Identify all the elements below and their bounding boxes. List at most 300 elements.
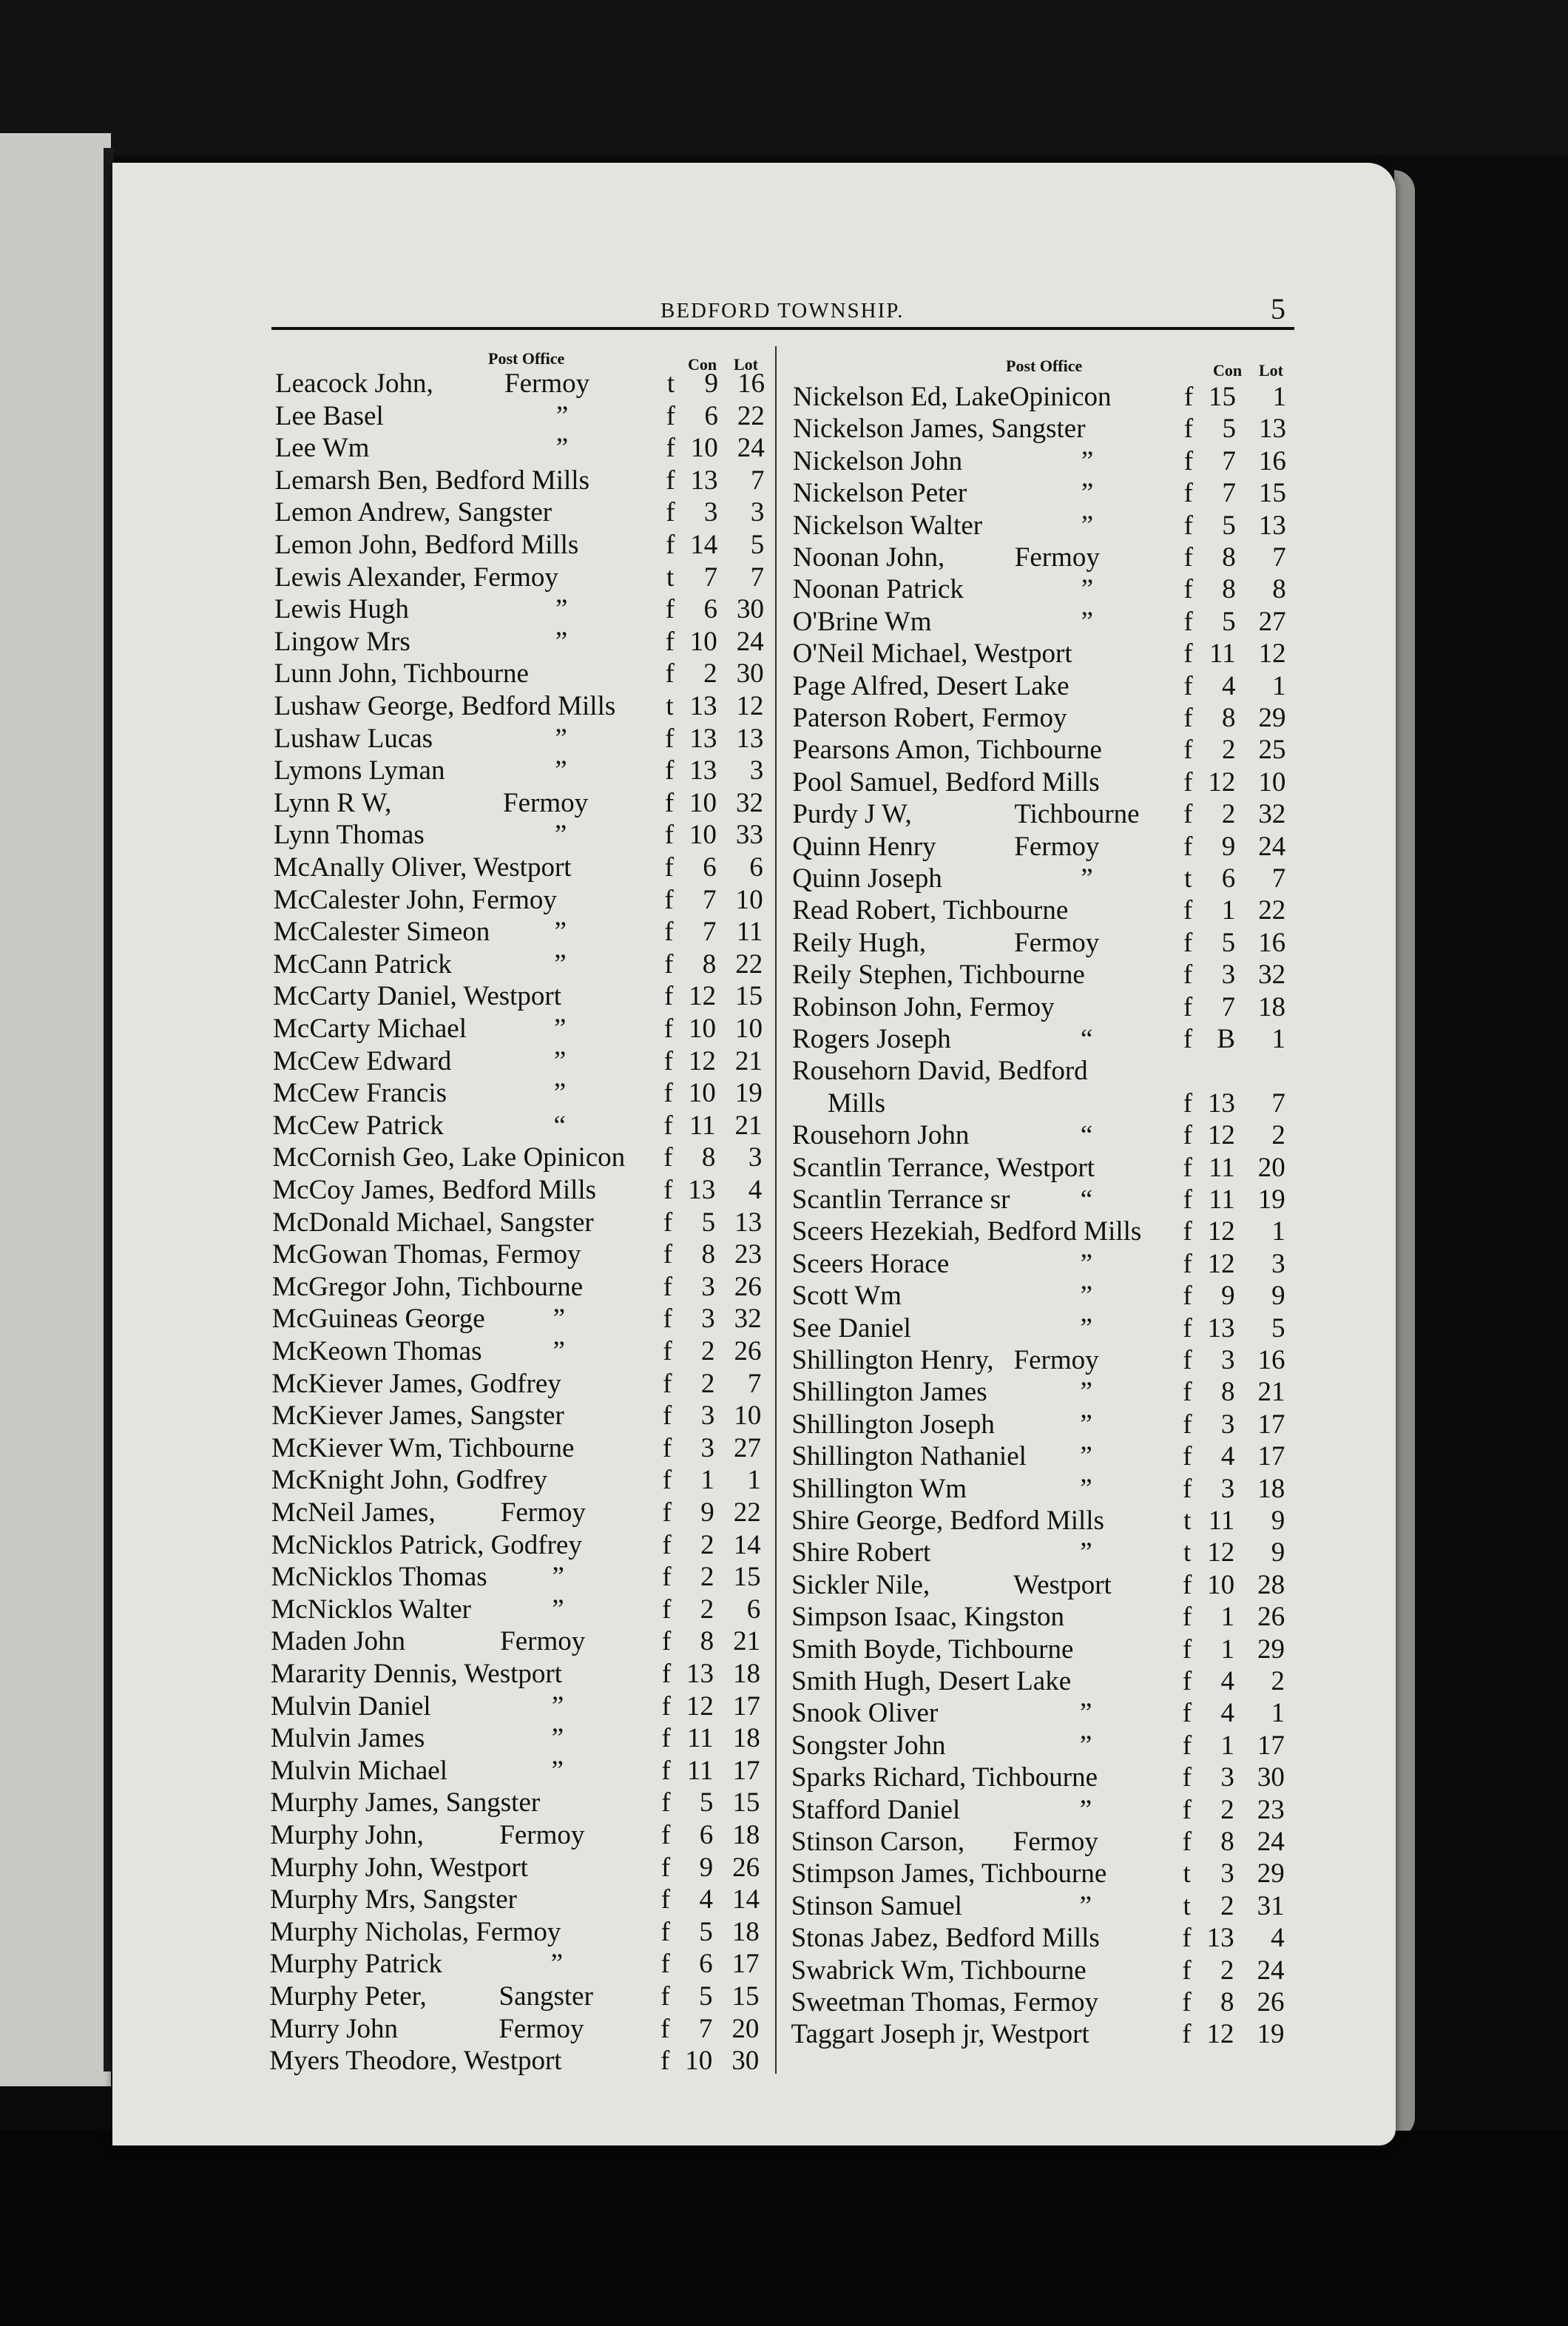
lot-number: 25 — [1258, 735, 1286, 766]
resident-name: McKiever James, Sangster — [271, 1400, 564, 1432]
lot-number: 14 — [733, 1529, 761, 1560]
lot-number: 29 — [1257, 1634, 1285, 1665]
resident-name: Lemon John, Bedford Mills — [274, 530, 579, 560]
concession-number: 13 — [690, 465, 718, 496]
tenure-code: f — [1183, 1312, 1192, 1344]
tenure-code: f — [1182, 1569, 1192, 1600]
post-office: ” — [1080, 1312, 1092, 1344]
lot-number: 13 — [1258, 510, 1286, 541]
lot-number: 13 — [734, 1207, 763, 1238]
concession-number: 8 — [1220, 1987, 1234, 2017]
lot-number: 26 — [1257, 1602, 1285, 1633]
lot-number: 21 — [734, 1110, 763, 1141]
directory-entry — [793, 510, 1303, 542]
concession-number: 2 — [1220, 1794, 1234, 1825]
concession-number: 11 — [1209, 1184, 1235, 1215]
concession-number: 8 — [1222, 703, 1236, 733]
resident-name: Murphy John, — [270, 1820, 424, 1850]
concession-number: 6 — [699, 1820, 714, 1850]
concession-number: 7 — [703, 884, 717, 915]
directory-entry — [792, 1280, 1302, 1312]
directory-entry — [792, 863, 1302, 894]
tenure-code: f — [666, 433, 675, 464]
directory-entry — [791, 1890, 1302, 1922]
tenure-code: f — [1183, 703, 1193, 733]
directory-entry — [274, 852, 769, 883]
directory-entry — [271, 1368, 767, 1400]
directory-entry — [273, 916, 768, 948]
resident-name: Snook Oliver — [791, 1698, 939, 1729]
post-office: Fermoy — [503, 787, 589, 818]
resident-name: Lushaw Lucas — [274, 723, 433, 754]
post-office: ” — [1079, 1698, 1092, 1729]
post-office: “ — [553, 1110, 566, 1141]
lot-number: 7 — [1272, 542, 1286, 573]
concession-number: 8 — [1222, 574, 1236, 605]
directory-entry — [269, 2013, 765, 2045]
left-con-heading: Con — [688, 355, 717, 374]
post-office: ” — [554, 820, 567, 851]
tenure-code: f — [1182, 1730, 1192, 1761]
resident-name: McCew Patrick — [272, 1110, 444, 1141]
directory-entry — [274, 593, 770, 625]
resident-name: McGuineas George — [271, 1304, 485, 1335]
lot-number: 17 — [1257, 1409, 1285, 1440]
post-office: ” — [1081, 478, 1094, 509]
tenure-code: f — [1183, 1441, 1192, 1472]
resident-name: O'Neil Michael, Westport — [792, 638, 1072, 670]
directory-entry — [273, 1045, 768, 1077]
directory-entry — [791, 1409, 1302, 1440]
directory-entry — [271, 1400, 767, 1432]
tenure-code: f — [1183, 927, 1193, 958]
post-office: ” — [1080, 1281, 1093, 1312]
concession-number: 9 — [1221, 831, 1236, 862]
directory-entry — [792, 1119, 1302, 1151]
directory-entry — [274, 884, 769, 916]
concession-number: 3 — [1220, 1473, 1235, 1504]
resident-name: Stafford Daniel — [791, 1794, 961, 1825]
concession-number: 9 — [704, 368, 718, 399]
post-office: Fermoy — [1013, 1827, 1098, 1857]
tenure-code: f — [1183, 799, 1193, 830]
tenure-code: t — [1183, 1858, 1191, 1890]
tenure-code: f — [666, 400, 675, 431]
directory-entry — [791, 1569, 1302, 1601]
lot-number: 7 — [747, 1368, 762, 1399]
resident-name: Shire George, Bedford Mills — [791, 1506, 1104, 1536]
directory-entry — [272, 1174, 768, 1206]
post-office: ” — [554, 917, 567, 948]
tenure-code: f — [1183, 766, 1193, 798]
concession-number: 4 — [1220, 1698, 1234, 1729]
directory-entry — [273, 980, 768, 1012]
post-office: Fermoy — [499, 2013, 584, 2044]
resident-name: McNicklos Patrick, Godfrey — [271, 1529, 582, 1560]
post-office: Fermoy — [1013, 1345, 1099, 1375]
directory-entry — [272, 1271, 768, 1303]
directory-entry — [793, 381, 1303, 413]
resident-name: Stimpson James, Tichbourne — [791, 1858, 1107, 1890]
lot-number: 18 — [1258, 991, 1286, 1022]
directory-entry — [793, 445, 1303, 477]
directory-entry — [791, 1665, 1302, 1697]
resident-name: Mararity Dennis, Westport — [271, 1659, 563, 1689]
lot-number: 10 — [734, 1400, 762, 1432]
lot-number: 20 — [731, 2013, 760, 2044]
resident-name: Murphy James, Sangster — [270, 1787, 541, 1818]
tenure-code: f — [1183, 960, 1193, 991]
directory-entry — [791, 1922, 1302, 1954]
lot-number: 22 — [1258, 895, 1286, 926]
concession-number: 1 — [1220, 1730, 1234, 1761]
lot-number: 19 — [1257, 2019, 1285, 2050]
lot-number: 24 — [1257, 1955, 1285, 1986]
lot-number: 26 — [732, 1852, 760, 1883]
tenure-code: f — [661, 1820, 671, 1850]
resident-name: Scott Wm — [791, 1281, 902, 1312]
concession-number: 14 — [690, 530, 718, 560]
directory-entry — [275, 432, 771, 464]
tenure-code: f — [663, 1142, 673, 1173]
tenure-code: f — [1183, 1409, 1192, 1440]
concession-number: 13 — [689, 723, 717, 754]
post-office: ” — [555, 755, 567, 786]
directory-entry — [793, 702, 1303, 734]
lot-number: 19 — [1257, 1184, 1285, 1215]
directory-entry — [791, 1601, 1302, 1633]
lot-number: 26 — [734, 1271, 762, 1302]
concession-number: 15 — [1209, 382, 1236, 412]
lot-number: 17 — [732, 1690, 760, 1722]
page-stack-edge — [1394, 170, 1415, 2138]
lot-number: 9 — [1271, 1537, 1285, 1568]
concession-number: 1 — [1220, 1602, 1235, 1633]
concession-number: 2 — [1221, 799, 1236, 830]
post-office: Fermoy — [504, 368, 590, 399]
lot-number: 30 — [731, 2046, 760, 2077]
directory-entry — [791, 2018, 1301, 2050]
resident-name: Leacock John, — [275, 368, 433, 399]
concession-number: 3 — [703, 497, 718, 528]
resident-name: Lynn R W, — [274, 787, 392, 818]
directory-entry — [270, 1852, 766, 1884]
directory-entry — [273, 948, 768, 980]
concession-number: 1 — [700, 1465, 714, 1496]
directory-entry — [792, 959, 1302, 991]
directory-entry — [791, 1955, 1302, 1986]
resident-name: Scantlin Terrance sr — [791, 1184, 1010, 1215]
directory-entry — [792, 1088, 1302, 1119]
resident-name: Noonan Patrick — [792, 574, 964, 605]
directory-entry — [791, 1440, 1302, 1472]
tenure-code: f — [663, 981, 674, 1012]
lot-number: 13 — [736, 723, 764, 754]
tenure-code: f — [663, 1271, 672, 1302]
lot-number: 20 — [1257, 1152, 1285, 1183]
tenure-code: f — [661, 1723, 671, 1754]
resident-name: Swabrick Wm, Tichbourne — [791, 1955, 1087, 1986]
lot-number: 10 — [1258, 766, 1286, 798]
resident-name: McAnally Oliver, Westport — [273, 852, 572, 883]
resident-name: Nickelson John — [792, 445, 963, 476]
concession-number: 12 — [1207, 1120, 1235, 1151]
post-office: ” — [1080, 1473, 1092, 1504]
directory-entry — [271, 1625, 766, 1657]
tenure-code: f — [662, 1594, 672, 1625]
directory-entry — [272, 1303, 768, 1335]
directory-entry — [793, 670, 1303, 702]
tenure-code: f — [666, 465, 675, 496]
resident-name: McDonald Michael, Sangster — [272, 1207, 594, 1238]
resident-name: McGregor John, Tichbourne — [271, 1271, 584, 1302]
lot-number: 16 — [737, 368, 765, 399]
directory-entry — [270, 1884, 766, 1915]
post-office: ” — [1080, 1441, 1092, 1472]
header-rule — [271, 327, 1294, 330]
tenure-code: f — [1183, 1152, 1192, 1183]
lot-number: 31 — [1257, 1890, 1285, 1921]
concession-number: 7 — [1222, 445, 1236, 476]
post-office: ” — [552, 1594, 564, 1625]
lot-number: 15 — [733, 1562, 761, 1593]
concession-number: 6 — [1221, 863, 1236, 894]
tenure-code: f — [662, 1497, 672, 1528]
resident-name: McCarty Daniel, Westport — [273, 981, 562, 1012]
tenure-code: f — [1182, 1634, 1192, 1665]
lot-number: 5 — [1271, 1312, 1285, 1344]
resident-name: Purdy J W, — [792, 799, 912, 830]
tenure-code: f — [1183, 1377, 1192, 1408]
tenure-code: f — [1183, 1024, 1193, 1054]
resident-name: McNicklos Thomas — [271, 1562, 487, 1593]
post-office: Fermoy — [1014, 927, 1100, 958]
resident-name: McCornish Geo, Lake Opinicon — [272, 1142, 626, 1173]
lot-number: 17 — [1257, 1730, 1285, 1761]
post-office: ” — [551, 1690, 564, 1722]
concession-number: 4 — [1220, 1441, 1235, 1472]
concession-number: 11 — [1209, 638, 1236, 670]
concession-number: 13 — [1207, 1088, 1235, 1119]
post-office: ” — [555, 723, 567, 754]
tenure-code: f — [1183, 382, 1194, 412]
concession-number: 7 — [702, 917, 717, 948]
lot-number: 17 — [731, 1949, 760, 1980]
lot-number: 18 — [732, 1723, 760, 1754]
resident-name: McKeown Thomas — [271, 1336, 482, 1366]
resident-name: Lingow Mrs — [274, 626, 410, 657]
concession-number: 3 — [701, 1271, 715, 1302]
lot-number: 12 — [736, 691, 764, 721]
post-office: ” — [1081, 445, 1094, 476]
tenure-code: f — [1183, 1281, 1192, 1312]
directory-entry — [792, 1152, 1302, 1184]
lot-number: 24 — [1257, 1827, 1285, 1857]
post-office: ” — [1080, 1409, 1092, 1440]
tenure-code: f — [664, 787, 675, 818]
tenure-code: f — [1182, 1987, 1192, 2017]
post-office: ” — [551, 1723, 564, 1754]
right-con-heading: Con — [1213, 361, 1243, 380]
resident-name: Sceers Hezekiah, Bedford Mills — [791, 1216, 1142, 1247]
directory-entry — [274, 658, 770, 690]
resident-name: Lewis Hugh — [274, 594, 409, 625]
post-office: Sangster — [499, 1981, 593, 2012]
post-office: ” — [552, 1562, 564, 1593]
concession-number: 3 — [1221, 960, 1236, 991]
concession-number: 7 — [703, 562, 718, 593]
tenure-code: f — [1183, 606, 1193, 637]
resident-name: Smith Boyde, Tichbourne — [791, 1634, 1074, 1665]
resident-name: Scantlin Terrance, Westport — [791, 1152, 1095, 1183]
lot-number: 6 — [749, 852, 763, 883]
lot-number: 16 — [1258, 445, 1286, 476]
lot-number: 28 — [1257, 1569, 1285, 1600]
lot-number: 1 — [1272, 382, 1286, 412]
resident-name: Mulvin Michael — [270, 1755, 447, 1786]
lot-number: 11 — [736, 917, 763, 948]
resident-name: Lemarsh Ben, Bedford Mills — [274, 465, 589, 496]
lot-number: 3 — [749, 755, 764, 786]
resident-name: Noonan John, — [792, 542, 945, 573]
lot-number: 21 — [734, 1045, 763, 1076]
directory-entry — [274, 755, 769, 786]
tenure-code: f — [660, 1949, 670, 1980]
post-office: ” — [1080, 1537, 1092, 1568]
tenure-code: f — [660, 2013, 670, 2044]
lot-number: 3 — [750, 497, 765, 528]
concession-number: 3 — [700, 1432, 715, 1463]
directory-entry — [273, 1077, 768, 1109]
lot-number: 3 — [1271, 1248, 1285, 1279]
tenure-code: f — [660, 1916, 670, 1947]
resident-name: McKiever Wm, Tichbourne — [271, 1432, 575, 1463]
tenure-code: f — [1183, 414, 1194, 445]
concession-number: 8 — [1220, 1827, 1234, 1857]
resident-name: Stinson Samuel — [791, 1890, 962, 1921]
directory-entry — [271, 1690, 766, 1722]
directory-entry — [271, 1755, 766, 1787]
lot-number: 15 — [732, 1787, 760, 1818]
facing-page-edge — [0, 133, 111, 2086]
resident-name: McCann Patrick — [273, 948, 452, 980]
concession-number: 8 — [700, 1626, 714, 1657]
resident-name: Sweetman Thomas, Fermoy — [791, 1987, 1099, 2017]
resident-name: Paterson Robert, Fermoy — [792, 703, 1067, 733]
resident-name: Sceers Horace — [791, 1248, 950, 1279]
lot-number: 14 — [731, 1884, 760, 1915]
concession-number: 10 — [689, 1014, 716, 1044]
concession-number: 12 — [1207, 1537, 1235, 1568]
resident-name: Rousehorn David, Bedford — [791, 1056, 1088, 1087]
resident-name: Murphy Mrs, Sangster — [269, 1884, 517, 1915]
resident-name: Shillington Henry, — [791, 1345, 994, 1375]
lot-number: 16 — [1257, 1345, 1285, 1375]
concession-number: 3 — [701, 1304, 715, 1335]
concession-number: 13 — [689, 755, 717, 786]
tenure-code: f — [665, 658, 675, 690]
concession-number: 10 — [688, 1078, 716, 1109]
concession-number: 2 — [700, 1594, 714, 1625]
directory-entry — [791, 1473, 1302, 1505]
tenure-code: f — [661, 1659, 672, 1689]
directory-entry — [275, 465, 771, 496]
tenure-code: f — [664, 917, 674, 948]
directory-entry — [791, 1826, 1302, 1858]
lot-number: 9 — [1271, 1281, 1285, 1312]
tenure-code: f — [1183, 1120, 1192, 1151]
lot-number: 1 — [1272, 670, 1286, 701]
lot-number: 8 — [1272, 574, 1286, 605]
tenure-code: f — [1183, 670, 1193, 701]
directory-entry — [792, 1184, 1302, 1216]
lot-number: 7 — [750, 562, 765, 593]
resident-name: Nickelson Peter — [792, 478, 967, 509]
resident-name: Stonas Jabez, Bedford Mills — [791, 1923, 1100, 1954]
concession-number: 12 — [1207, 1216, 1235, 1247]
post-office: ” — [553, 1045, 567, 1076]
tenure-code: f — [1183, 1248, 1192, 1279]
resident-name: Nickelson James, Sangster — [792, 414, 1086, 445]
lot-number: 13 — [1258, 414, 1286, 445]
tenure-code: t — [1183, 1537, 1192, 1568]
concession-number: 6 — [703, 594, 717, 625]
resident-name: Murphy Patrick — [269, 1949, 442, 1980]
tenure-code: t — [1184, 863, 1192, 894]
directory-entry — [271, 1529, 767, 1561]
post-office: ” — [555, 400, 569, 431]
tenure-code: t — [666, 691, 674, 721]
tenure-code: f — [663, 1400, 672, 1432]
tenure-code: f — [661, 1626, 672, 1657]
lot-number: 21 — [1257, 1377, 1285, 1408]
concession-number: 4 — [1222, 670, 1236, 701]
resident-name: McCarty Michael — [273, 1014, 467, 1044]
lot-number: 26 — [1257, 1987, 1285, 2017]
concession-number: B — [1217, 1024, 1235, 1054]
concession-number: 9 — [1221, 1281, 1235, 1312]
tenure-code: t — [1183, 1890, 1191, 1921]
tenure-code: f — [1183, 510, 1193, 541]
directory-entry — [792, 1216, 1302, 1247]
concession-number: 5 — [699, 1916, 713, 1947]
tenure-code: f — [1183, 445, 1194, 476]
resident-name: Murphy Peter, — [269, 1981, 427, 2012]
tenure-code: f — [666, 497, 675, 528]
resident-name: Murphy John, Westport — [270, 1852, 528, 1883]
directory-entry — [793, 606, 1303, 638]
concession-number: 10 — [689, 787, 717, 818]
directory-entry — [792, 1023, 1302, 1055]
tenure-code: f — [1182, 2019, 1192, 2050]
post-office: ” — [554, 948, 567, 980]
tenure-code: f — [664, 884, 674, 915]
resident-name: McCew Francis — [272, 1078, 447, 1109]
tenure-code: f — [1182, 1698, 1192, 1729]
lot-number: 18 — [732, 1820, 760, 1850]
resident-name: Rogers Joseph — [792, 1024, 951, 1054]
tenure-code: f — [1183, 991, 1193, 1022]
directory-entry — [793, 413, 1303, 445]
directory-entry — [273, 1013, 768, 1045]
directory-entry — [274, 690, 770, 722]
resident-name: McNicklos Walter — [271, 1594, 471, 1625]
tenure-code: f — [1183, 1345, 1192, 1375]
directory-entry — [270, 1916, 766, 1948]
directory-entry — [792, 831, 1302, 863]
page-number: 5 — [1271, 292, 1285, 326]
lot-number: 12 — [1258, 638, 1286, 670]
